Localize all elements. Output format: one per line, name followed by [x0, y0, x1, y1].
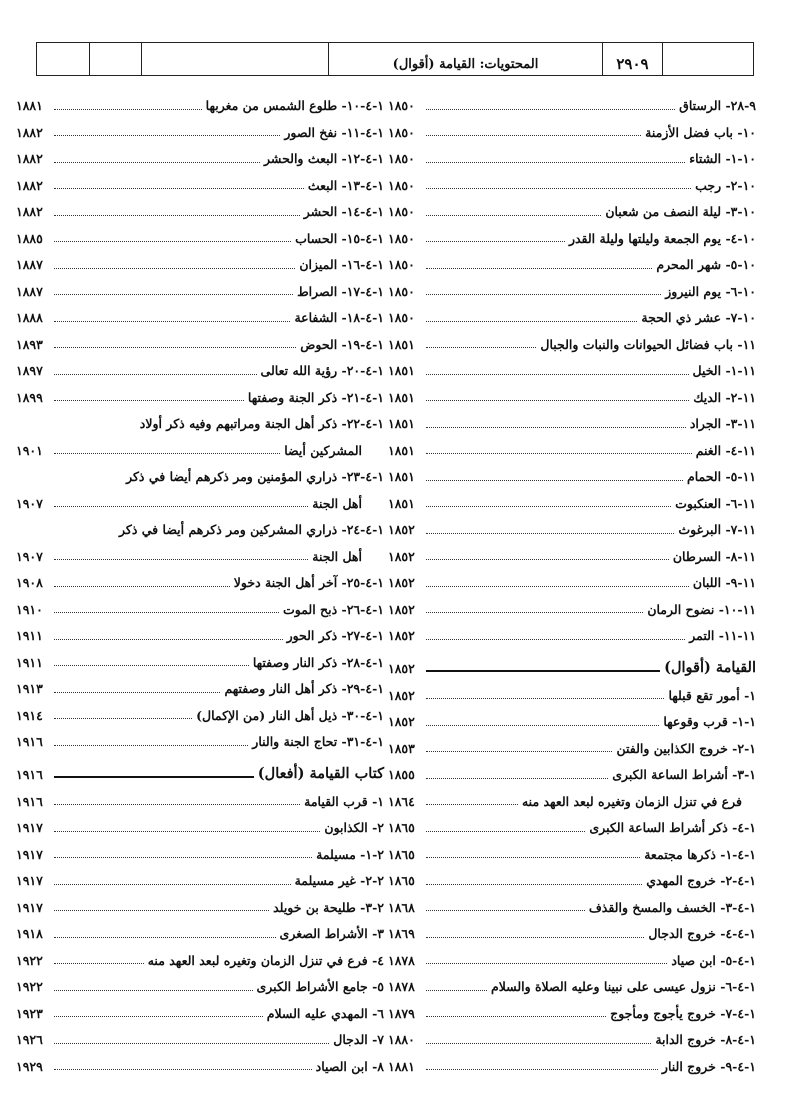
toc-entry-page: ١٩٠١ [16, 442, 43, 458]
header-cell-empty [90, 43, 142, 75]
toc-entry [388, 272, 756, 299]
toc-entry-page: ١٨٥٢ [388, 548, 415, 564]
toc-entry [16, 457, 384, 484]
toc-entry [16, 590, 384, 617]
dot-leader [426, 830, 585, 832]
toc-entry-page: ١٨٥٠ [388, 204, 415, 219]
toc-entry-title: أهل الجنة [312, 495, 362, 511]
toc-entry-title: ١-٤-٣- الخسف والمسخ والقذف [588, 899, 756, 915]
dot-leader [54, 744, 248, 746]
toc-entry [388, 378, 756, 405]
toc-column-right [388, 86, 756, 1073]
dot-leader [54, 803, 300, 805]
toc-entry [388, 861, 756, 888]
toc-entry-page: ١٨٦٥ [388, 846, 415, 862]
toc-entry [16, 563, 384, 590]
toc-entry-title: ١-٤-٥- ابن صياد [671, 952, 756, 968]
section-heading [16, 749, 384, 782]
dot-leader [426, 1068, 658, 1070]
toc-entry-page: ١٩١٦ [16, 734, 43, 749]
toc-entry-page: ١٩٠٧ [16, 495, 43, 511]
toc-entry-page: ١٩٢٩ [16, 1058, 43, 1074]
toc-entry-title: ٢-٢- غير مسيلمة [294, 873, 384, 888]
toc-entry-page: ١٨٥١ [388, 442, 415, 458]
toc-entry-title: فرع في تنزل الزمان وتغيره لبعد العهد منه [521, 793, 742, 809]
toc-entry-page: ١٨٥١ [388, 469, 415, 484]
toc-entry [388, 166, 756, 193]
toc-entry-title: ١-٤-١٢- البعث والحشر [264, 151, 384, 166]
toc-entry [388, 113, 756, 140]
toc-entry [388, 192, 756, 219]
dot-leader [54, 856, 312, 858]
toc-entry-title: ٣- الأشراط الصغرى [279, 926, 384, 941]
toc-entry-title: ١-٤-٧- خروج يأجوج ومأجوج [610, 1005, 756, 1021]
dot-leader [426, 777, 608, 779]
toc-entry [16, 1047, 384, 1074]
toc-entry-page: ١٨٥٢ [388, 628, 415, 643]
toc-entry-page: ١٨٨٠ [388, 1032, 415, 1047]
toc-entry [16, 941, 384, 968]
dot-leader [426, 962, 667, 964]
toc-entry-page: ١٨٩٣ [16, 336, 43, 352]
toc-entry-page: ١٨٦٨ [388, 899, 415, 915]
toc-entry-title: القيامة (أقوال) [664, 659, 756, 676]
toc-entry [16, 431, 384, 458]
toc-entry-title: ١٠-٧- عشر ذي الحجة [641, 310, 756, 325]
toc-entry [16, 378, 384, 405]
toc-entry-title: ١١-٧- البرغوث [678, 522, 756, 537]
toc-entry-page: ١٨٦٥ [388, 873, 415, 888]
toc-entry [16, 808, 384, 835]
toc-entry [388, 351, 756, 378]
toc-entry-page: ١٨٥٢ [388, 661, 415, 676]
dot-leader [426, 856, 640, 858]
toc-entry-title: ٢-٣- طليحة بن خويلد [273, 899, 384, 915]
toc-entry-title: ١-٤-٢٨- ذكر النار وصفتها [252, 654, 384, 670]
toc-entry-page: ١٩١٦ [16, 767, 43, 782]
dot-leader [54, 962, 144, 964]
toc-entry [388, 86, 756, 113]
toc-entry-title: ٢-١- مسيلمة [316, 846, 384, 862]
dot-leader [426, 611, 643, 613]
toc-entry-page: ١٩١١ [16, 654, 43, 670]
toc-entry-title: ١١-١- الخيل [692, 363, 756, 378]
toc-entry [16, 643, 384, 670]
toc-entry-page: ١٨٥١ [388, 336, 415, 352]
dot-leader [54, 691, 220, 693]
toc-entry-title: ١١-٦- العنكبوت [675, 495, 756, 511]
toc-entry-page: ١٩١٧ [16, 846, 43, 862]
toc-entry-title: ١١-٤- الغنم [695, 442, 756, 458]
toc-entry [16, 616, 384, 643]
toc-entry-page: ١٨٥٠ [388, 257, 415, 272]
toc-entry-title: ٧- الدجال [333, 1032, 384, 1047]
toc-entry-title: ١-٤-٢٩- ذكر أهل النار وصفتهم [224, 681, 384, 696]
toc-entry [16, 351, 384, 378]
toc-entry [388, 457, 756, 484]
toc-entry-page: ١٩٠٧ [16, 548, 43, 564]
dot-leader [426, 638, 685, 640]
toc-entry-page: ١٨٦٤ [388, 793, 415, 809]
toc-entry-title: ١١-٥- الحمام [686, 469, 756, 484]
toc-entry-title: ١-٤-١٥- الحساب [295, 230, 384, 246]
toc-entry-page: ١٨٩٩ [16, 389, 43, 405]
toc-entry [388, 835, 756, 862]
toc-entry-page: ١٩١٧ [16, 873, 43, 888]
toc-entry [16, 245, 384, 272]
dot-leader [426, 108, 675, 110]
dot-leader [54, 989, 253, 991]
toc-entry-page: ١٨٥١ [388, 389, 415, 405]
dot-leader [54, 346, 296, 348]
dot-leader [426, 803, 518, 805]
dot-leader [426, 373, 689, 375]
toc-entry-page: ١٨٥٠ [388, 151, 415, 166]
dot-leader [54, 830, 320, 832]
toc-entry [388, 1020, 756, 1047]
dot-leader [54, 267, 295, 269]
dot-leader [426, 505, 671, 507]
toc-entry-title: ١-٤-١٣- البعث [307, 177, 384, 193]
toc-entry [16, 782, 384, 809]
dot-leader [426, 452, 692, 454]
dot-leader [426, 187, 691, 189]
toc-entry-page: ١٨٥٢ [388, 522, 415, 537]
toc-entry-page: ١٨٥١ [388, 416, 415, 431]
dot-leader [54, 717, 192, 719]
toc-entry [388, 245, 756, 272]
toc-entry-title: ٢- الكذابون [324, 820, 384, 835]
header-cell-empty [663, 43, 753, 75]
toc-entry [388, 590, 756, 617]
toc-entry-title: ١-٤-٢٧- ذكر الحور [286, 628, 384, 643]
toc-entry [388, 325, 756, 352]
dot-leader [426, 399, 689, 401]
toc-entry [16, 669, 384, 696]
toc-entry-page: ١٨٥٣ [388, 740, 415, 756]
toc-entry-page: ١٨٥٠ [388, 310, 415, 325]
dot-leader [426, 585, 689, 587]
dot-leader [426, 267, 652, 269]
toc-entry-title: ٥- جامع الأشراط الكبرى [256, 979, 384, 994]
dot-leader [426, 909, 585, 911]
dot-leader [54, 883, 291, 885]
heading-rule [426, 669, 660, 672]
toc-entry-title: ١-٤-١٦- الميزان [299, 257, 384, 272]
toc-entry-page: ١٨٥٠ [388, 230, 415, 246]
toc-entry [16, 510, 384, 537]
dot-leader [54, 134, 280, 136]
toc-entry [16, 888, 384, 915]
toc-entry [16, 1020, 384, 1047]
heading-rule [54, 775, 254, 778]
toc-entry [388, 676, 756, 703]
dot-leader [426, 724, 659, 726]
dot-leader [54, 452, 280, 454]
dot-leader [54, 240, 291, 242]
toc-column-left [16, 86, 384, 1073]
header-cell-empty [142, 43, 329, 75]
toc-entry-page: ١٩١٣ [16, 681, 43, 696]
toc-entry [16, 484, 384, 511]
toc-entry-title: ١١-٢- الديك [693, 389, 756, 405]
dot-leader [54, 664, 249, 666]
toc-entry-title: ١٠-٥- شهر المحرم [656, 257, 756, 272]
dot-leader [54, 909, 269, 911]
toc-entry [16, 537, 384, 564]
toc-entry [16, 696, 384, 723]
toc-entry-page: ١٩١٧ [16, 899, 43, 915]
dot-leader [426, 293, 661, 295]
toc-entry-title: ١١- باب فضائل الحيوانات والنبات والجبال [540, 336, 756, 352]
toc-entry-title: ١-٤-٢٣- ذراري المؤمنين ومر ذكرهم أيضا في ذكر [126, 469, 384, 484]
toc-entry-page: ١٨٥٢ [388, 601, 415, 617]
dot-leader [426, 161, 685, 163]
toc-entry [16, 994, 384, 1021]
toc-entry-page: ١٩١٨ [16, 926, 43, 941]
toc-entry-title: المشركين أيضا [284, 442, 362, 458]
toc-entry [388, 808, 756, 835]
toc-entry [388, 563, 756, 590]
toc-entry-title: ١-٤-١١- نفخ الصور [284, 124, 384, 140]
toc-entry-page: ١٨٨٢ [16, 204, 43, 219]
toc-entry [388, 616, 756, 643]
toc-entry-title: ١-٤-٨- خروج الدابة [655, 1032, 756, 1047]
toc-entry [388, 967, 756, 994]
toc-entry-page: ١٨٥٠ [388, 283, 415, 299]
dot-leader [426, 936, 644, 938]
dot-leader [426, 989, 487, 991]
toc-entry-title: ١-٤-٢٠- رؤية الله تعالى [260, 363, 384, 378]
toc-entry-page: ١٨٨٧ [16, 283, 43, 299]
toc-entry [388, 219, 756, 246]
dot-leader [54, 320, 290, 322]
page-header [36, 42, 754, 76]
dot-leader [54, 161, 260, 163]
toc-entry-page: ١٨٧٨ [388, 979, 415, 994]
toc-entry [388, 139, 756, 166]
dot-leader [54, 558, 308, 560]
dot-leader [426, 532, 674, 534]
toc-entry-title: ١-٤-٢٦- ذبح الموت [282, 601, 384, 617]
toc-entry-page: ١٩٠٨ [16, 575, 43, 590]
toc-entry-title: ١١-٩- اللبان [692, 575, 756, 590]
toc-entry-page: ١٨٨١ [16, 98, 43, 113]
dot-leader [426, 134, 641, 136]
dot-leader [54, 936, 276, 938]
toc-entry [388, 755, 756, 782]
dot-leader [54, 187, 304, 189]
dot-leader [54, 1042, 329, 1044]
toc-entry [16, 139, 384, 166]
section-heading [388, 643, 756, 676]
toc-entry [388, 729, 756, 756]
toc-entry-title: ١-٤-١٩- الحوض [300, 336, 384, 352]
toc-entry-page: ١٨٧٩ [388, 1005, 415, 1021]
toc-entry [388, 298, 756, 325]
dot-leader [426, 750, 612, 752]
dot-leader [54, 505, 308, 507]
header-cell-empty [37, 43, 90, 75]
toc-entry [16, 298, 384, 325]
toc-entry [388, 1047, 756, 1074]
toc-entry [16, 166, 384, 193]
toc-entry [388, 510, 756, 537]
toc-entry [16, 219, 384, 246]
toc-entry [16, 192, 384, 219]
toc-entry-title: ١٠-٢- رجب [695, 177, 756, 193]
toc-entry-title: أهل الجنة [312, 548, 362, 564]
toc-entry-title: ٤- فرع في تنزل الزمان وتغيره لبعد العهد منه [147, 952, 384, 968]
dot-leader [426, 558, 669, 560]
toc-entry-title: ١٠-٣- ليلة النصف من شعبان [605, 204, 756, 219]
toc-entry [388, 994, 756, 1021]
toc-entry-page: ١٩٢٢ [16, 979, 43, 994]
toc-entry-page: ١٩١٤ [16, 707, 43, 723]
toc-entry-title: ١-٤-١- ذكرها مجتمعة [644, 846, 756, 862]
toc-entry-page: ١٨٥٢ [388, 575, 415, 590]
toc-entry-page: ١٨٥٢ [388, 714, 415, 729]
dot-leader [54, 293, 293, 295]
dot-leader [426, 883, 642, 885]
toc-entry [16, 861, 384, 888]
header-page-number: ٢٩٠٩ [603, 43, 663, 75]
toc-entry-title: ١-٤-١٧- الصراط [297, 283, 384, 299]
dot-leader [54, 214, 300, 216]
toc-entry-title: ١٠-٤- يوم الجمعة وليلتها وليلة القدر [568, 230, 756, 246]
toc-entry-page: ١٨٧٨ [388, 952, 415, 968]
toc-entry-title: ١-٤-١٨- الشفاعة [294, 310, 384, 325]
dot-leader [54, 1015, 263, 1017]
toc-entry-title: ١٠- باب فضل الأزمنة [645, 124, 756, 140]
toc-entry-title: ١-٤-٣١- تحاج الجنة والنار [252, 734, 384, 749]
toc-entry-title: ١-٢- خروج الكذابين والفتن [616, 740, 756, 756]
toc-entry-page: ١٩٢٣ [16, 1005, 43, 1021]
dot-leader [54, 611, 279, 613]
toc-entry-page: ١٨٨٧ [16, 257, 43, 272]
toc-entry-title: ١٠-١- الشتاء [689, 151, 756, 166]
header-title: المحتويات: القيامة (أقوال) [329, 43, 603, 75]
toc-entry-title: ١- قرب القيامة [304, 793, 384, 809]
dot-leader [426, 320, 637, 322]
toc-entry-title: ١-٤-٢- خروج المهدي [646, 873, 756, 888]
dot-leader [54, 638, 283, 640]
toc-entry-title: ١-٤-٢٥- آخر أهل الجنة دخولا [233, 575, 384, 590]
toc-entry-page: ١٨٥٠ [388, 124, 415, 140]
toc-entry-title: ١٠-٦- يوم النيروز [665, 283, 756, 299]
toc-entry-title: ١-٤-٢١- ذكر الجنة وصفتها [247, 389, 384, 405]
toc-entry-page: ١٨٨٢ [16, 177, 43, 193]
toc-entry-title: ١-٤-٦- نزول عيسى على نبينا وعليه الصلاة والسلام [490, 979, 756, 994]
toc-entry-title: ١-٤-١٠- طلوع الشمس من مغربها [205, 98, 384, 113]
toc-entry-page: ١٨٥٥ [388, 767, 415, 782]
toc-entry-page: ١٨٦٥ [388, 820, 415, 835]
toc-entry-title: ١١-٣- الجراد [689, 416, 756, 431]
toc-entry-title: ١-٤- ذكر أشراط الساعة الكبرى [589, 820, 756, 835]
toc-entry [388, 888, 756, 915]
toc-entry-page: ١٩٢٢ [16, 952, 43, 968]
toc-entry [388, 941, 756, 968]
toc-entry-title: ١-٤-١٤- الحشر [303, 204, 384, 219]
toc-entry [388, 702, 756, 729]
toc-entry [16, 835, 384, 862]
toc-entry-title: ١١-١١- التمر [689, 628, 756, 643]
toc-entry-page: ١٨٨٢ [16, 124, 43, 140]
toc-entry [16, 272, 384, 299]
toc-entry-title: ٦- المهدي عليه السلام [266, 1005, 384, 1021]
dot-leader [54, 585, 230, 587]
toc-entry-page: ١٩١٠ [16, 601, 43, 617]
dot-leader [426, 240, 565, 242]
toc-entry [16, 404, 384, 431]
toc-entry-page: ١٨٨٢ [16, 151, 43, 166]
toc-entry-page: ١٨٥١ [388, 363, 415, 378]
toc-entry [388, 782, 756, 809]
dot-leader [426, 346, 536, 348]
toc-entry-page: ١٩١١ [16, 628, 43, 643]
toc-entry [16, 722, 384, 749]
toc-entry-page: ١٨٨٥ [16, 230, 43, 246]
toc-entry-title: ١-١- قرب وقوعها [663, 714, 756, 729]
toc-entry-page: ١٩١٦ [16, 793, 43, 809]
dot-leader [426, 479, 683, 481]
toc-entry-title: ١-٣- أشراط الساعة الكبرى [612, 767, 756, 782]
toc-entry-title: ١-٤-٩- خروج النار [661, 1058, 756, 1074]
toc-entry-page: ١٨٥١ [388, 495, 415, 511]
toc-entry-page: ١٨٩٧ [16, 363, 43, 378]
toc-entry-page: ١٨٥٠ [388, 177, 415, 193]
toc-entry [16, 325, 384, 352]
dot-leader [54, 1068, 312, 1070]
toc-entry [16, 914, 384, 941]
dot-leader [54, 399, 244, 401]
toc-entry [16, 967, 384, 994]
dot-leader [426, 426, 686, 428]
dot-leader [426, 214, 601, 216]
toc-entry-title: ١-٤-٢٢- ذكر أهل الجنة ومراتبهم وفيه ذكر أولاد [139, 416, 384, 431]
dot-leader [54, 108, 202, 110]
toc-entry-page: ١٨٦٩ [388, 926, 415, 941]
toc-entry-title: ٩-٢٨- الرستاق [679, 98, 756, 113]
toc-entry [388, 537, 756, 564]
toc-entry-page: ١٨٨١ [388, 1058, 415, 1074]
dot-leader [426, 697, 664, 699]
toc-entry-page: ١٩٢٦ [16, 1032, 43, 1047]
toc-entry [388, 404, 756, 431]
toc-entry-title: ١-٤-٣٠- ذيل أهل النار (من الإكمال) [196, 707, 384, 723]
toc-entry-title: ١١-١٠- نضوح الرمان [647, 601, 756, 617]
toc-entry-page: ١٨٥٠ [388, 98, 415, 113]
toc-entry [388, 431, 756, 458]
dot-leader [426, 1042, 651, 1044]
toc-entry-page: ١٩١٧ [16, 820, 43, 835]
dot-leader [54, 373, 257, 375]
toc-entry-title: ١-٤-٤- خروج الدجال [648, 926, 756, 941]
toc-entry-title: ١-٤-٢٤- ذراري المشركين ومر ذكرهم أيضا في ذكر [119, 522, 384, 537]
toc-entry [388, 484, 756, 511]
toc-entry [388, 914, 756, 941]
dot-leader [426, 1015, 606, 1017]
toc-entry-page: ١٨٥٢ [388, 687, 415, 703]
toc-entry-title: ١١-٨- السرطان [672, 548, 756, 564]
toc-entry-title: ١- أمور تقع قبلها [668, 687, 756, 703]
toc-entry-page: ١٨٨٨ [16, 310, 43, 325]
toc-entry-title: كتاب القيامة (أفعال) [257, 765, 384, 782]
toc-entry-title: ٨- ابن الصياد [315, 1058, 384, 1074]
toc-entry [16, 86, 384, 113]
toc-entry [16, 113, 384, 140]
